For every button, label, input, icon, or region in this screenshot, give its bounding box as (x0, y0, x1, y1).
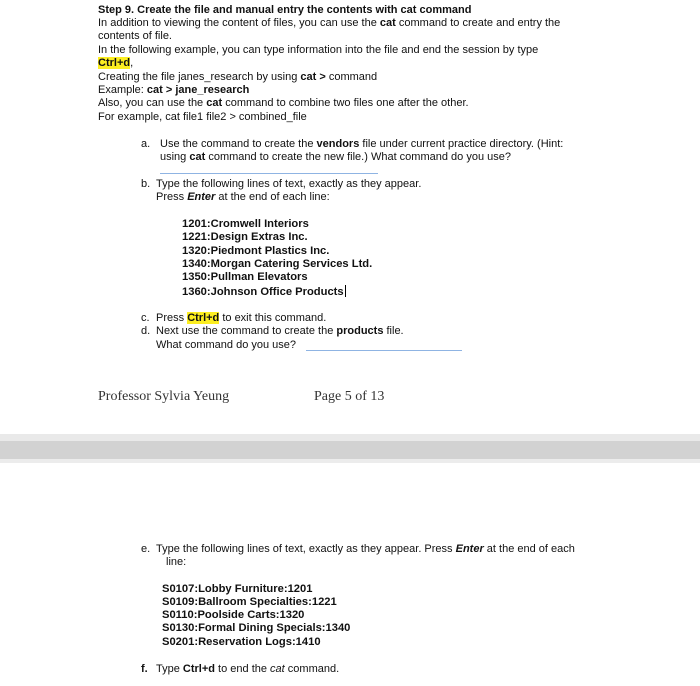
question-c-line (156, 312, 326, 325)
question-f-marker: f. (141, 663, 148, 675)
footer-page-number: Page 5 of 13 (314, 389, 385, 404)
vendor-line: 1320:Piedmont Plastics Inc. (182, 245, 330, 257)
text: Type (156, 663, 183, 675)
question-a-line-2 (160, 151, 511, 164)
text: command to create and entry the (395, 17, 561, 29)
ctrl-d-highlight: Ctrl+d (98, 57, 131, 69)
answer-line-a[interactable] (160, 173, 378, 174)
text: cat > (300, 71, 326, 83)
step-paragraph-1-cont: contents of file. (98, 30, 172, 42)
text: file. (383, 325, 404, 337)
example-command: cat > jane_research (146, 84, 250, 96)
text: , (130, 57, 134, 69)
product-line: S0130:Formal Dining Specials:1340 (162, 622, 351, 634)
text: to exit this command. (219, 312, 327, 324)
page-separator-top (0, 434, 700, 441)
question-d-line-2: What command do you use? (156, 339, 297, 351)
answer-line-d[interactable] (306, 350, 462, 351)
footer-professor: Professor Sylvia Yeung (98, 389, 230, 404)
text: Example: (98, 84, 147, 96)
text: Next use the command to create the (156, 325, 337, 337)
text: using (160, 151, 190, 163)
vendor-line: 1350:Pullman Elevators (182, 271, 308, 283)
text: cat (206, 97, 223, 109)
product-line: S0201:Reservation Logs:1410 (162, 636, 321, 648)
question-b-line-2 (156, 191, 330, 204)
text: Press (156, 312, 188, 324)
text-cursor (345, 285, 346, 297)
vendor-line: 1340:Morgan Catering Services Ltd. (182, 258, 373, 270)
vendor-line: 1201:Cromwell Interiors (182, 218, 309, 230)
text: Creating the file janes_research by using (98, 71, 301, 83)
text: at the end of each line: (215, 191, 330, 203)
text: Type the following lines of text, exactly as they appear. Press (156, 543, 456, 555)
question-b-line-1: Type the following lines of text, exactly as they appear. (156, 178, 422, 190)
question-e-line-2: line: (166, 556, 187, 568)
product-line: S0107:Lobby Furniture:1201 (162, 583, 313, 595)
step-paragraph-4 (98, 97, 469, 110)
text: vendors (316, 138, 360, 150)
page-separator-bottom (0, 459, 700, 463)
vendor-line-last (182, 285, 346, 299)
ctrl-d-highlight: Ctrl+d (187, 312, 220, 324)
text: products (336, 325, 384, 337)
product-line: S0110:Poolside Carts:1320 (162, 609, 305, 621)
question-a-line-1 (160, 138, 563, 151)
text: Enter (187, 191, 216, 203)
product-line: S0109:Ballroom Specialties:1221 (162, 596, 337, 608)
text: Ctrl+d (182, 663, 215, 675)
step-paragraph-2: In the following example, you can type information into the file and end the session by type (98, 44, 539, 56)
text: Enter (455, 543, 484, 555)
text: Use the command to create the (160, 138, 317, 150)
question-b-marker: b. (141, 178, 151, 190)
ctrl-d-line (98, 57, 133, 70)
vendor-line: 1221:Design Extras Inc. (182, 231, 308, 243)
text: cat (379, 17, 396, 29)
page-separator (0, 441, 700, 459)
text: Press (156, 191, 188, 203)
question-d-line-1 (156, 325, 404, 338)
question-c-marker: c. (141, 312, 150, 324)
text: command. (284, 663, 340, 675)
question-f-line (156, 663, 339, 676)
text: to end the (215, 663, 271, 675)
question-e-marker: e. (141, 543, 151, 555)
question-a-marker: a. (141, 138, 151, 150)
text: at the end of each (483, 543, 575, 555)
step-paragraph-3 (98, 71, 377, 84)
text: command to combine two files one after the other. (222, 97, 469, 109)
step-paragraph-1 (98, 17, 560, 30)
text: command (325, 71, 378, 83)
text: file under current practice directory. (Hint: (359, 138, 564, 150)
question-e-line-1 (156, 543, 575, 556)
question-d-marker: d. (141, 325, 151, 337)
text: cat (189, 151, 206, 163)
text: Also, you can use the (98, 97, 207, 109)
text: In addition to viewing the content of files, you can use the (98, 17, 380, 29)
text: 1360:Johnson Office Products (182, 286, 344, 298)
text: cat (270, 663, 285, 675)
step-paragraph-5: For example, cat file1 file2 > combined_file (98, 111, 307, 123)
example-line (98, 84, 249, 97)
step-heading: Step 9. Create the file and manual entry the contents with cat command (98, 4, 472, 16)
text: command to create the new file.) What command do you use? (205, 151, 511, 163)
